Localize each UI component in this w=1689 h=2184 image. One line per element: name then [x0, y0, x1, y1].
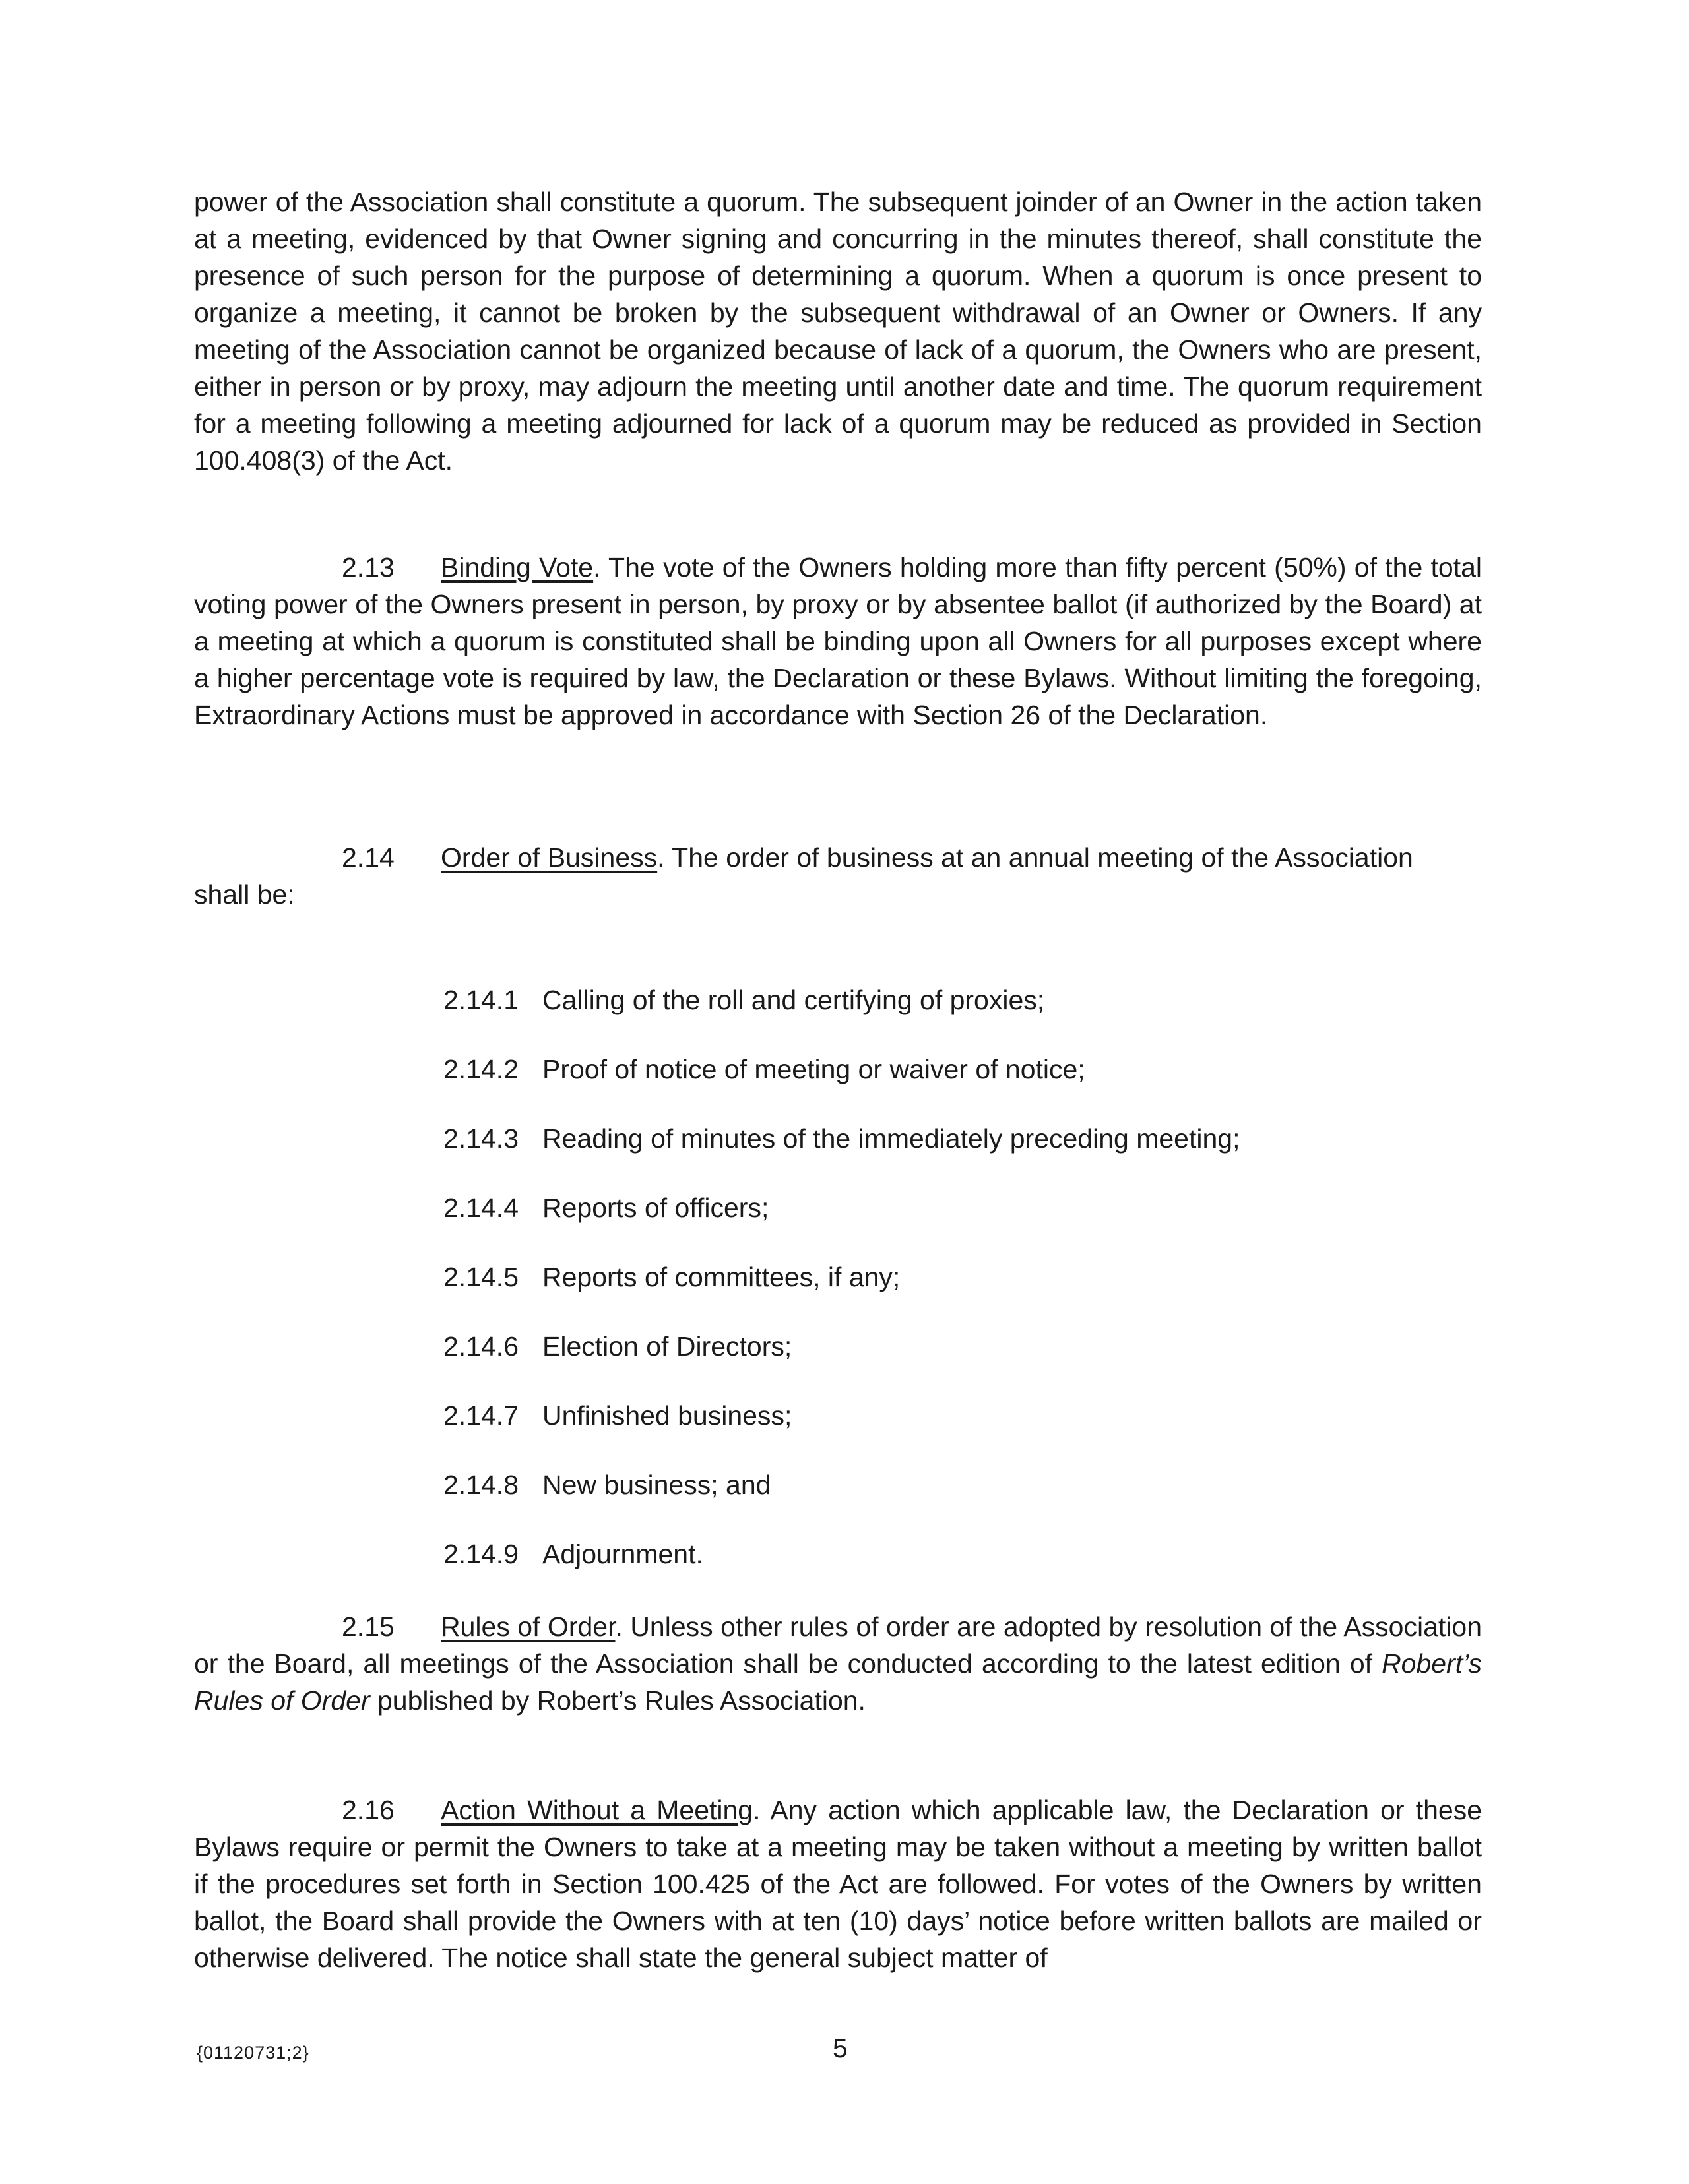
list-item-number: 2.14.9: [443, 1539, 519, 1569]
list-item-number: 2.14.6: [443, 1331, 519, 1361]
section-body: . Any action which applicable law, the Declaration or these Bylaws require or permit the Owners to take at a meeting may be taken without a meeting by written ballot if the procedures set forth in Section 100.425 of the Act are followed. For votes of the Owners by written ballot, the Board shall provide the Owners with at ten (10) days’ notice before written ballots are mailed or otherwise delivered. The notice shall state the general subject matter of: [194, 1795, 1482, 1973]
list-item-text: Unfinished business;: [542, 1400, 792, 1431]
document-id: {01120731;2}: [197, 2043, 309, 2063]
list-item-number: 2.14.4: [443, 1193, 519, 1223]
list-item-text: New business; and: [542, 1470, 771, 1500]
list-item-number: 2.14.7: [443, 1400, 519, 1431]
list-item: [443, 1466, 1240, 1536]
section-number: 2.15: [342, 1611, 395, 1642]
section-body: . Unless other rules of order are adopted by resolution of the Association or the Board, all meetings of the Association shall be conducted according to the latest edition of: [194, 1611, 1482, 1679]
section-heading: Binding Vote: [441, 552, 594, 582]
list-item-number: 2.14.1: [443, 985, 519, 1015]
order-of-business-list: [443, 982, 1240, 1605]
section-number: 2.16: [342, 1795, 395, 1825]
list-item-text: Calling of the roll and certifying of proxies;: [542, 985, 1045, 1015]
section-heading: Action Without a Meeting: [441, 1795, 753, 1825]
section-number: 2.14: [342, 842, 395, 873]
list-item-text: Reading of minutes of the immediately preceding meeting;: [542, 1123, 1240, 1154]
section-continuation: shall be:: [194, 879, 295, 910]
list-item-text: Adjournment.: [542, 1539, 703, 1569]
list-item-text: Proof of notice of meeting or waiver of notice;: [542, 1054, 1085, 1084]
list-item-text: Election of Directors;: [542, 1331, 792, 1361]
page-number: 5: [833, 2033, 848, 2063]
list-item: [443, 1189, 1240, 1259]
list-item-number: 2.14.8: [443, 1470, 519, 1500]
list-item-text: Reports of committees, if any;: [542, 1262, 901, 1292]
section-number: 2.13: [342, 552, 395, 582]
list-item: [443, 1120, 1240, 1189]
list-item: [443, 1328, 1240, 1397]
list-item-number: 2.14.2: [443, 1054, 519, 1084]
list-item-text: Reports of officers;: [542, 1193, 769, 1223]
paragraph-quorum-continuation: power of the Association shall constitute a quorum. The subsequent joinder of an Owner in the action taken at a meeting, evidenced by that Owner signing and concurring in the minutes thereof, shall constitute the presence of such person for the purpose of determining a quorum. When a quorum is once present to organize a meeting, it cannot be broken by the subsequent withdrawal of an Owner or Owners. If any meeting of the Association cannot be organized because of lack of a quorum, the Owners who are present, either in person or by proxy, may adjourn the meeting until another date and time. The quorum requirement for a meeting following a meeting adjourned for lack of a quorum may be reduced as provided in Section 100.408(3) of the Act.: [194, 187, 1482, 476]
section-2-14-head: [194, 839, 1482, 876]
section-heading: Rules of Order: [441, 1611, 616, 1642]
section-2-16: [194, 1792, 1482, 1976]
section-2-14: [194, 839, 1482, 913]
list-item-number: 2.14.3: [443, 1123, 519, 1154]
section-body-end: published by Robert’s Rules Association.: [369, 1685, 866, 1716]
list-item: [443, 1536, 1240, 1605]
list-item: [443, 982, 1240, 1051]
list-item: [443, 1397, 1240, 1466]
list-item: [443, 1051, 1240, 1120]
list-item: [443, 1259, 1240, 1328]
list-item-number: 2.14.5: [443, 1262, 519, 1292]
section-body: . The vote of the Owners holding more than fifty percent (50%) of the total voting power of the Owners present in person, by proxy or by absentee ballot (if authorized by the Board) at a meeting at which a quorum is constituted shall be binding upon all Owners for all purposes except where a higher percentage vote is required by law, the Declaration or these Bylaws. Without limiting the foregoing, Extraordinary Actions must be approved in accordance with Section 26 of the Declaration.: [194, 552, 1482, 730]
section-heading: Order of Business: [441, 842, 658, 873]
section-body: . The order of business at an annual meeting of the Association: [657, 842, 1413, 873]
section-2-13: [194, 549, 1482, 733]
section-2-15: [194, 1608, 1482, 1719]
book-title: Robert’s Rules of Order: [194, 1648, 1482, 1716]
